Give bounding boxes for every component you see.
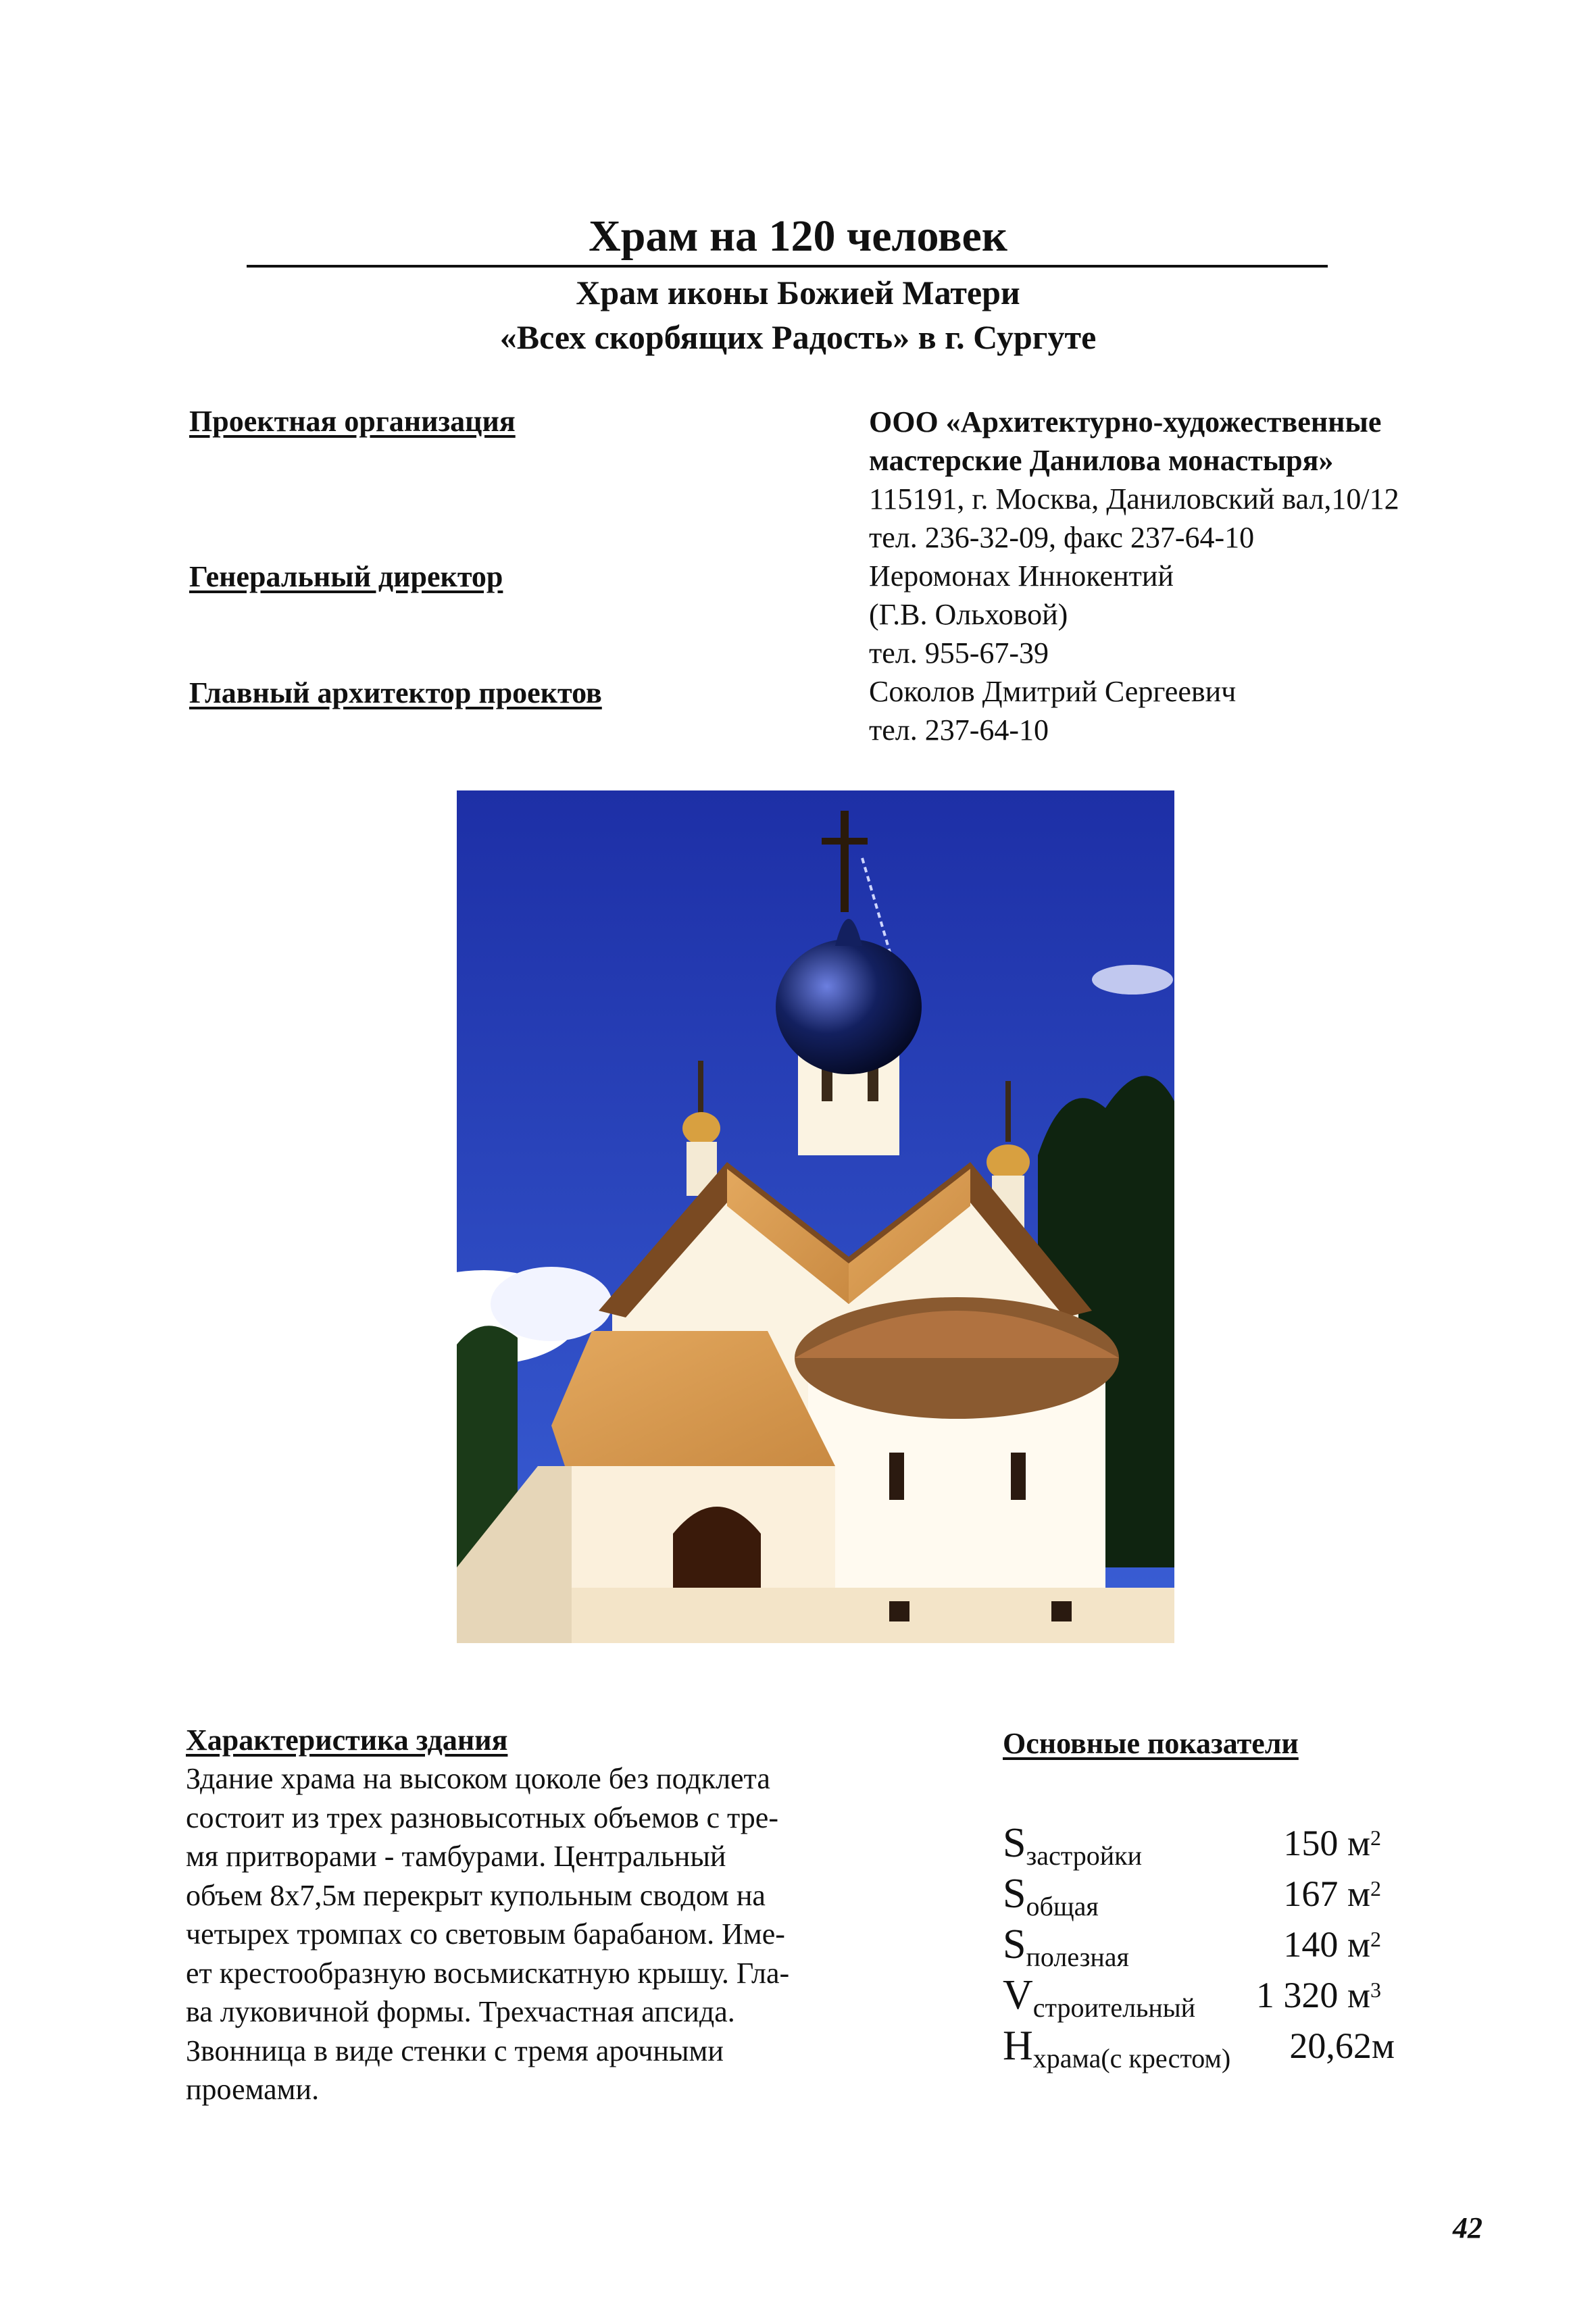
director-label: Генеральный директор: [189, 560, 503, 593]
indicator-symbol: H: [1003, 2023, 1033, 2069]
indicator-value: 140 $м^2$: [1283, 1924, 1381, 1965]
indicator-row: [1003, 1969, 1422, 2021]
title-underline: [247, 265, 1328, 268]
small-dome: [682, 1112, 720, 1145]
characteristics-line: состоит из трех разновысотных объемов с тре-: [186, 1801, 778, 1834]
indicator-subscript: застройки: [1026, 1840, 1143, 1871]
architect-phone: тел. 237-64-10: [869, 713, 1049, 747]
indicator-row: [1003, 1868, 1422, 1919]
indicator-value: 150 $м^2$: [1283, 1823, 1381, 1863]
page-title: Храм на 120 человек: [589, 211, 1007, 261]
plinth-window: [889, 1601, 909, 1621]
indicator-subscript: полезная: [1026, 1942, 1129, 1972]
indicator-symbol: S: [1003, 1820, 1026, 1866]
cloud: [1092, 965, 1173, 995]
main-cross: [822, 838, 868, 845]
org-name-line-2: мастерские Данилова монастыря»: [869, 444, 1334, 477]
director-name: Иеромонах Иннокентий: [869, 559, 1174, 593]
indicator-symbol: V: [1003, 1972, 1033, 2018]
indicator-value: 167 $м^2$: [1283, 1873, 1381, 1914]
indicator-value: 20,62м: [1289, 2026, 1395, 2066]
subtitle-line-1: Храм иконы Божией Матери: [576, 274, 1020, 311]
indicator-symbol: S: [1003, 1921, 1026, 1967]
apse-window: [889, 1453, 904, 1500]
subtitle-line-2: «Всех скорбящих Радость» в г. Сургуте: [499, 318, 1097, 356]
architect-label: Главный архитектор проектов: [189, 676, 602, 709]
org-info: [869, 403, 1558, 749]
cloud: [491, 1267, 612, 1341]
characteristics-line: четырех тромпах со световым барабаном. Име-: [186, 1917, 785, 1951]
characteristics-heading: Характеристика здания: [186, 1724, 508, 1757]
characteristics-line: проемами.: [186, 2073, 320, 2106]
indicator-row: [1003, 1817, 1422, 1869]
indicator-row: [1003, 2020, 1422, 2071]
indicator-subscript: строительный: [1032, 1992, 1196, 2023]
apse-window: [1011, 1453, 1026, 1500]
indicators-heading: Основные показатели: [1003, 1727, 1299, 1760]
main-cross: [841, 811, 849, 912]
characteristics-text: [186, 1759, 889, 2109]
small-dome: [987, 1145, 1030, 1180]
small-cross: [1005, 1081, 1011, 1142]
org-name-line-1: ООО «Архитектурно-художественные: [869, 405, 1382, 438]
characteristics-line: объем 8х7,5м перекрыт купольным сводом на: [186, 1878, 766, 1912]
characteristics-line: ет крестообразную восьмискатную крышу. Гла-: [186, 1956, 790, 1990]
characteristics-line: мя притворами - тамбурами. Центральный: [186, 1840, 726, 1873]
architect-name: Соколов Дмитрий Сергеевич: [869, 675, 1237, 708]
page-number: 42: [1453, 2211, 1482, 2244]
indicator-symbol: S: [1003, 1871, 1026, 1917]
church-photo: [457, 790, 1174, 1643]
indicator-subscript: храма(с крестом): [1032, 2043, 1231, 2073]
org-phone: тел. 236-32-09, факс 237-64-10: [869, 521, 1255, 554]
church-illustration: [457, 790, 1174, 1643]
characteristics-line: Здание храма на высоком цоколе без подклета: [186, 1762, 770, 1795]
director-phone: тел. 955-67-39: [869, 636, 1049, 670]
plinth-window: [1051, 1601, 1072, 1621]
main-dome: [776, 939, 922, 1074]
org-label: Проектная организация: [189, 405, 516, 438]
characteristics-line: ва луковичной формы. Трехчастная апсида.: [186, 1995, 735, 2028]
director-name-2: (Г.В. Ольховой): [869, 598, 1068, 631]
small-cross: [698, 1061, 703, 1115]
characteristics-line: Звонница в виде стенки с тремя арочными: [186, 2034, 724, 2067]
page-subtitle: [0, 270, 1596, 359]
indicator-row: [1003, 1919, 1422, 1970]
org-address: 115191, г. Москва, Даниловский вал,10/12: [869, 482, 1399, 515]
indicator-value: 1 320 $м^3$: [1255, 1975, 1381, 2015]
indicator-subscript: общая: [1026, 1891, 1099, 1921]
